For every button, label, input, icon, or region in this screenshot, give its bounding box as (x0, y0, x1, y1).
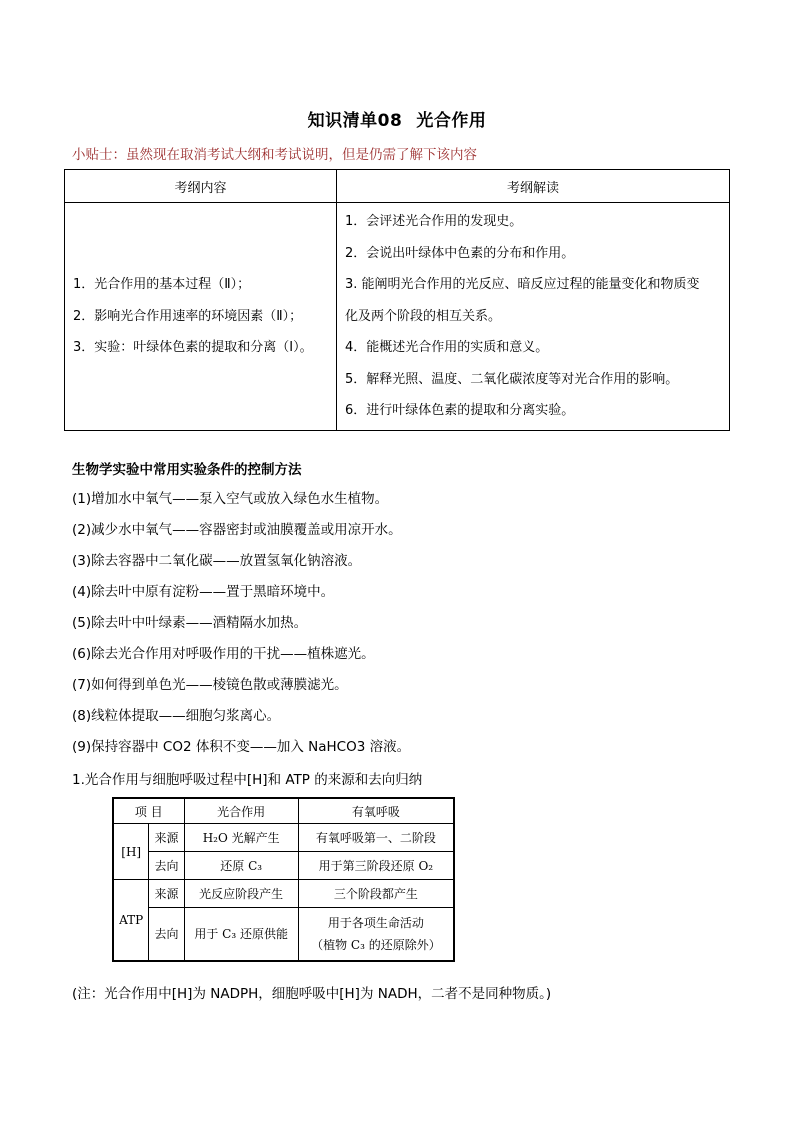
hatp-cell: 还原 C₃ (184, 852, 298, 880)
method-item: (7)如何得到单色光——棱镜色散或薄膜滤光。 (72, 677, 348, 693)
hatp-cell (298, 908, 454, 962)
hatp-source-label: 来源 (149, 880, 184, 908)
hatp-cell: 光反应阶段产生 (184, 880, 298, 908)
outline-interp-item: 化及两个阶段的相互关系。 (345, 308, 502, 324)
hatp-row-atp-source (113, 880, 454, 908)
hatp-h-label: [H] (113, 824, 149, 880)
hatp-cell: 用于第三阶段还原 O₂ (298, 852, 454, 880)
hatp-row-h-source (113, 824, 454, 852)
outline-content-item: 1．光合作用的基本过程（Ⅱ）； (73, 277, 251, 292)
title-topic: 光合作用 (416, 111, 487, 131)
outline-interp-item: 2．会说出叶绿体中色素的分布和作用。 (345, 245, 575, 261)
outline-interp-item: 3. 能阐明光合作用的光反应、暗反应过程的能量变化和物质变 (345, 277, 700, 292)
method-item: (1)增加水中氧气——泵入空气或放入绿色水生植物。 (72, 491, 389, 507)
hatp-dest-label: 去向 (149, 852, 184, 880)
outline-interpretation-cell (337, 203, 730, 431)
outline-table (64, 169, 730, 431)
hatp-row-atp-dest (113, 908, 454, 962)
method-item: (3)除去容器中二氧化碳——放置氢氧化钠溶液。 (72, 553, 362, 569)
hatp-cell: 用于 C₃ 还原供能 (184, 908, 298, 962)
section-title: 生物学实验中常用实验条件的控制方法 (72, 462, 302, 478)
outline-interp-item: 5．解释光照、温度、二氧化碳浓度等对光合作用的影响。 (345, 371, 679, 387)
page-title (0, 106, 794, 131)
hatp-source-label: 来源 (149, 824, 184, 852)
outline-body-row (65, 203, 730, 431)
title-main: 知识清单08 (307, 111, 403, 131)
hatp-cell: 有氧呼吸第一、二阶段 (298, 824, 454, 852)
method-item: (5)除去叶中叶绿素——酒精隔水加热。 (72, 615, 308, 631)
note-text: (注：光合作用中[H]为 NADPH，细胞呼吸中[H]为 NADH，二者不是同种物质。) (72, 986, 552, 1002)
hatp-cell-line: 用于各项生命活动 (327, 916, 424, 930)
method-item: (8)线粒体提取——细胞匀浆离心。 (72, 708, 281, 724)
summary-title: 1.光合作用与细胞呼吸过程中[H]和 ATP 的来源和去向归纳 (72, 772, 423, 788)
outline-content-item: 3．实验：叶绿体色素的提取和分离（Ⅰ）。 (73, 340, 313, 355)
outline-interp-item: 1．会评述光合作用的发现史。 (345, 214, 523, 229)
method-item: (6)除去光合作用对呼吸作用的干扰——植株遮光。 (72, 646, 375, 662)
outline-content-cell (65, 203, 337, 431)
outline-interp-item: 6．进行叶绿体色素的提取和分离实验。 (345, 403, 575, 418)
hatp-row-h-dest (113, 852, 454, 880)
method-item: (2)减少水中氧气——容器密封或油膜覆盖或用凉开水。 (72, 522, 402, 538)
hatp-header-photosynthesis: 光合作用 (184, 798, 298, 824)
hatp-dest-label: 去向 (149, 908, 184, 962)
hatp-header-respiration: 有氧呼吸 (298, 798, 454, 824)
outline-header-row (65, 170, 730, 203)
hatp-header-item: 项 目 (113, 798, 184, 824)
outline-interp-item: 4．能概述光合作用的实质和意义。 (345, 340, 549, 355)
hatp-cell: 三个阶段都产生 (298, 880, 454, 908)
outline-header-content: 考纲内容 (65, 170, 337, 203)
method-item: (9)保持容器中 CO2 体积不变——加入 NaHCO3 溶液。 (72, 739, 411, 755)
hatp-header-row (113, 798, 454, 824)
method-item: (4)除去叶中原有淀粉——置于黑暗环境中。 (72, 584, 335, 600)
hatp-atp-label: ATP (113, 880, 149, 962)
hatp-cell: H₂O 光解产生 (184, 824, 298, 852)
methods-list (72, 487, 410, 766)
tip-text: 小贴士：虽然现在取消考试大纲和考试说明，但是仍需了解下该内容 (72, 147, 477, 163)
outline-header-interpretation: 考纲解读 (337, 170, 730, 203)
hatp-cell-line: （植物 C₃ 的还原除外） (311, 938, 441, 952)
outline-content-item: 2．影响光合作用速率的环境因素（Ⅱ）； (73, 308, 303, 324)
h-atp-table (112, 797, 455, 962)
